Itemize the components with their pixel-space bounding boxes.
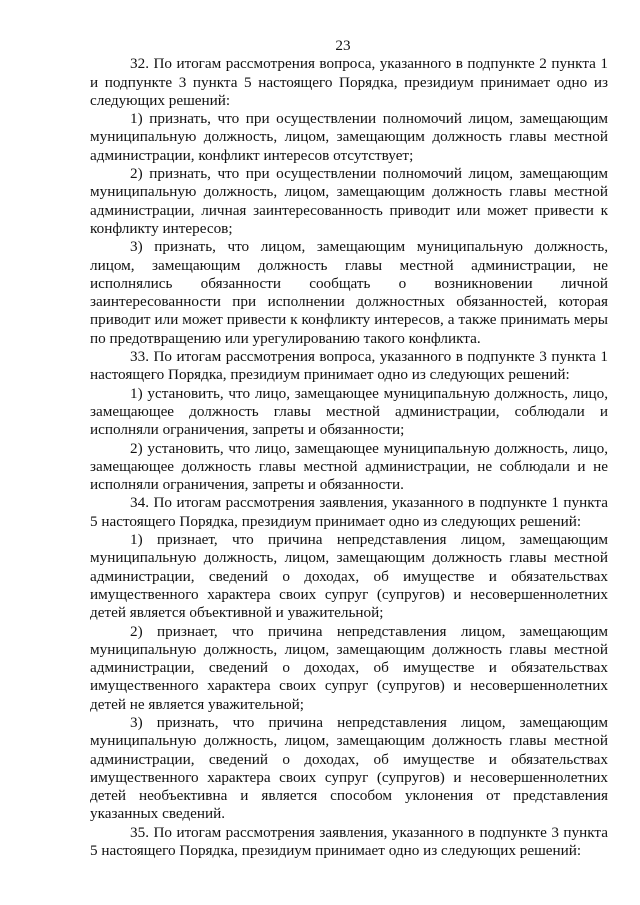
paragraph-35-intro: 35. По итогам рассмотрения заявления, указанного в подпункте 3 пункта 5 настоящего Порядка, президиум принимает одно из следующих решений: bbox=[90, 823, 608, 860]
paragraph-34-item-3: 3) признать, что причина непредставления лицом, замещающим муниципальную должность, лицом, замещающим должность главы местной администрации, сведений о доходах, об имуществе и обязательствах имущественного характера своих супруг (супругов) и несовершеннолетних детей необъективна и является способом уклонения от представления указанных сведений. bbox=[90, 713, 608, 823]
paragraph-34-item-2: 2) признает, что причина непредставления лицом, замещающим муниципальную должность, лицом, замещающим должность главы местной администрации, сведений о доходах, об имуществе и обязательствах имущественного характера своих супруг (супругов) и несовершеннолетних детей не является уважительной; bbox=[90, 622, 608, 713]
page-number: 23 bbox=[335, 37, 351, 54]
paragraph-33-item-1: 1) установить, что лицо, замещающее муниципальную должность, лицо, замещающее должность главы местной администрации, соблюдали и исполняли ограничения, запреты и обязанности; bbox=[90, 384, 608, 439]
document-page bbox=[90, 0, 608, 860]
paragraph-33-item-2: 2) установить, что лицо, замещающее муниципальную должность, лицо, замещающее должность главы местной администрации, не соблюдали и не исполняли ограничения, запреты и обязанности. bbox=[90, 439, 608, 494]
paragraph-32-intro: 32. По итогам рассмотрения вопроса, указанного в подпункте 2 пункта 1 и подпункте 3 пункта 5 настоящего Порядка, президиум принимает одно из следующих решений: bbox=[90, 55, 608, 109]
paragraph-32-item-3: 3) признать, что лицом, замещающим муниципальную должность, лицом, замещающим должность главы местной администрации, не исполнялись обязанности сообщать о возникновении личной заинтересованности при исполнении должностных обязанностей, которая приводит или может привести к конфликту интересов, а также принимать меры по предотвращению или урегулированию такого конфликта. bbox=[90, 238, 608, 347]
paragraph-34-item-1: 1) признает, что причина непредставления лицом, замещающим муниципальную должность, лицом, замещающим должность главы местной администрации, сведений о доходах, об имуществе и обязательствах имущественного характера своих супруг (супругов) и несовершеннолетних детей является объективной и уважительной; bbox=[90, 531, 608, 622]
paragraph-32-item-1: 1) признать, что при осуществлении полномочий лицом, замещающим муниципальную должность, лицом, замещающим должность главы местной администрации, конфликт интересов отсутствует; bbox=[90, 110, 608, 164]
paragraph-32-item-2: 2) признать, что при осуществлении полномочий лицом, замещающим муниципальную должность, лицом, замещающим должность главы местной администрации, личная заинтересованность приводит или может привести к конфликту интересов; bbox=[90, 165, 608, 237]
paragraph-34-intro: 34. По итогам рассмотрения заявления, указанного в подпункте 1 пункта 5 настоящего Порядка, президиум принимает одно из следующих решений: bbox=[90, 494, 608, 530]
paragraph-33-intro: 33. По итогам рассмотрения вопроса, указанного в подпункте 3 пункта 1 настоящего Порядка, президиум принимает одно из следующих решений: bbox=[90, 348, 608, 384]
